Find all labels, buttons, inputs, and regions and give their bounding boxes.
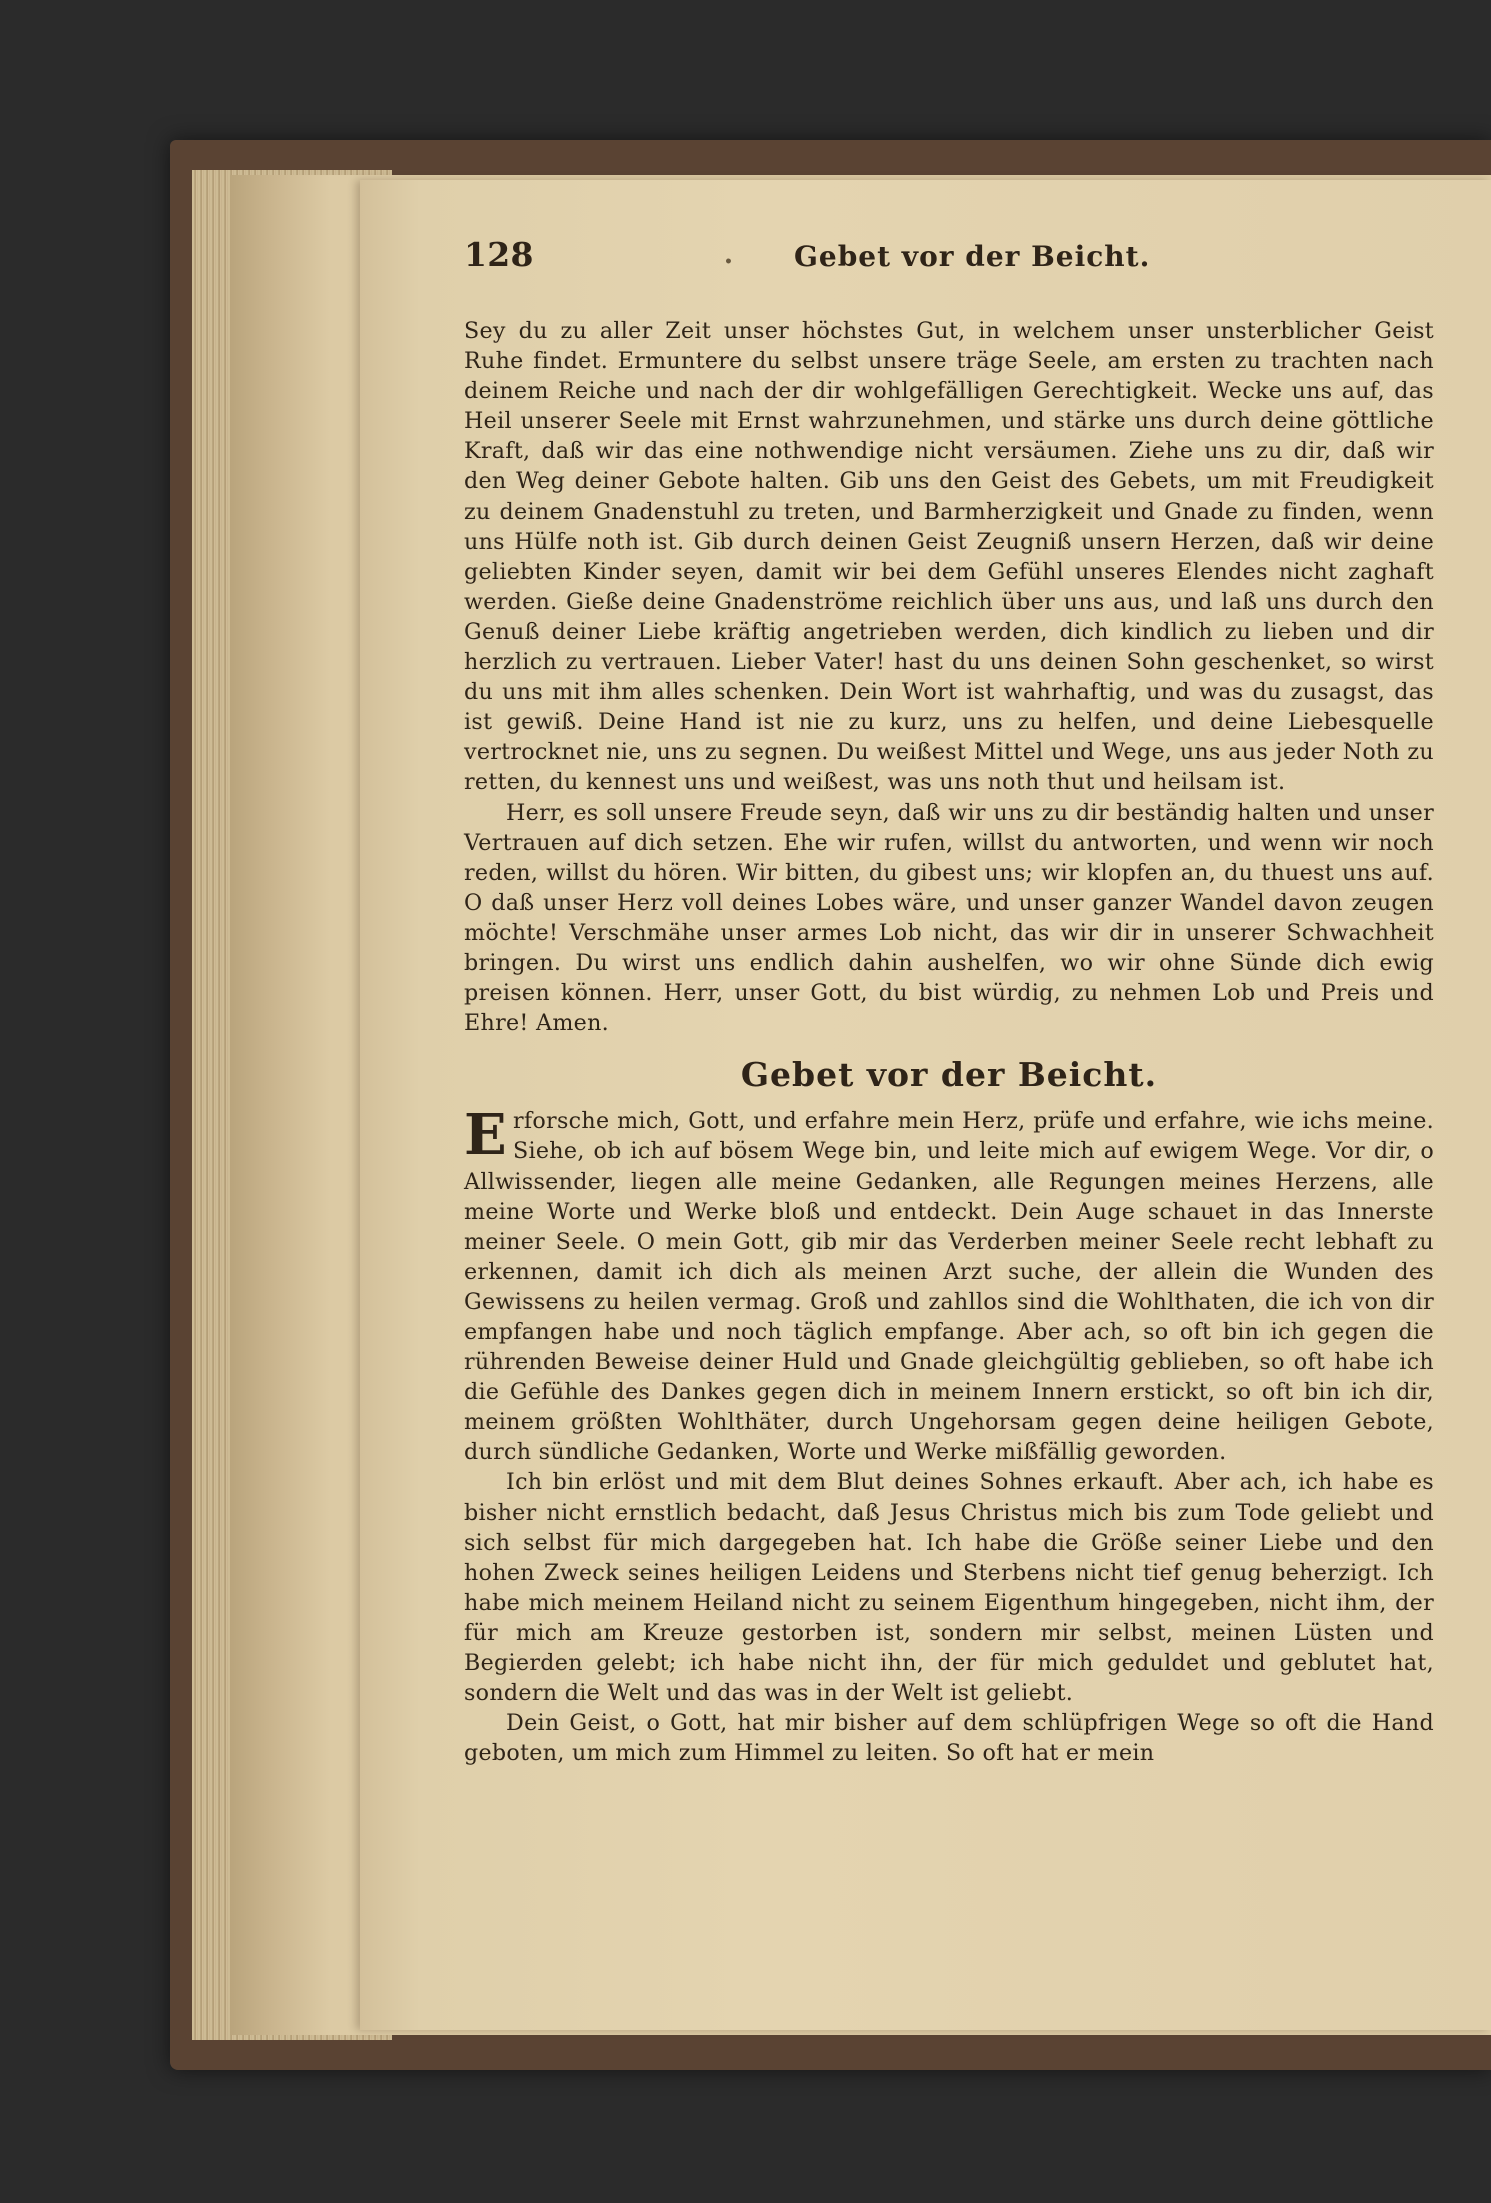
section-heading: Gebet vor der Beicht. bbox=[740, 1055, 1158, 1095]
page-content bbox=[464, 235, 1434, 1768]
drop-cap: E bbox=[464, 1102, 507, 1169]
paragraph-3 bbox=[464, 1102, 1434, 1467]
paragraph-1: Sey du zu aller Zeit unser höchstes Gut, in welchem unser unsterblicher Geist Ruhe findet. Ermuntere du selbst unsere träge Seele, am ersten zu trachten nach deinem Reiche und nach der dir wohlgefälligen Gerechtigkeit. Wecke uns auf, das Heil unserer Seele mit Ernst wahrzunehmen, und stärke uns durch deine göttliche Kraft, daß wir das eine nothwendige nicht versäumen. Ziehe uns zu dir, daß wir den Weg deiner Gebote halten. Gib uns den Geist des Gebets, um mit Freudigkeit zu deinem Gnadenstuhl zu treten, und Barmherzigkeit und Gnade zu finden, wenn uns Hülfe noth ist. Gib durch deinen Geist Zeugniß unsern Herzen, daß wir deine geliebten Kinder seyen, damit wir bei dem Gefühl unseres Elendes nicht zaghaft werden. Gieße deine Gnadenströme reichlich über uns aus, und laß uns durch den Genuß deiner Liebe kräftig angetrieben werden, dich kindlich zu lieben und dir herzlich zu vertrauen. Lieber Vater! hast du uns deinen Sohn geschenket, so wirst du uns mit ihm alles schenken. Dein Wort ist wahrhaftig, und was du zusagst, das ist gewiß. Deine Hand ist nie zu kurz, uns zu helfen, und deine Liebesquelle vertrocknet nie, uns zu segnen. Du weißest Mittel und Wege, uns aus jeder Noth zu retten, du kennest uns und weißest, was uns noth thut und heilsam ist. bbox=[464, 318, 1434, 796]
running-title: Gebet vor der Beicht. bbox=[794, 240, 1151, 273]
paragraph-2: Herr, es soll unsere Freude seyn, daß wir uns zu dir beständig halten und unser Vertrauen auf dich setzen. Ehe wir rufen, willst du antworten, und wenn wir noch reden, willst du hören. Wir bitten, du gibest uns; wir klopfen an, du thuest uns auf. O daß unser Herz voll deines Lobes wäre, und unser ganzer Wandel davon zeugen möchte! Verschmähe unser armes Lob nicht, das wir dir in unserer Schwachheit bringen. Du wirst uns endlich dahin aushelfen, wo wir ohne Sünde dich ewig preisen können. Herr, unser Gott, du bist würdig, zu nehmen Lob und Preis und Ehre! Amen. bbox=[464, 799, 1434, 1037]
running-head bbox=[464, 235, 1434, 298]
header-mark: • bbox=[724, 254, 734, 270]
book-page bbox=[360, 180, 1491, 2030]
paragraph-3-text: rforsche mich, Gott, und erfahre mein Herz, prüfe und erfahre, wie ichs meine. Siehe, ob ich auf bösem Wege bin, und leite mich auf ewigem Wege. Vor dir, o Allwissender, liegen alle meine Gedanken, alle Regungen meines Herzens, alle meine Worte und Werke bloß und entdeckt. Dein Auge schauet in das Innerste meiner Seele. O mein Gott, gib mir das Verderben meiner Seele recht lebhaft zu erkennen, damit ich dich als meinen Arzt suche, der allein die Wunden des Gewissens zu heilen vermag. Groß und zahllos sind die Wohlthaten, die ich von dir empfangen habe und noch täglich empfange. Aber ach, so oft bin ich gegen die rührenden Beweise deiner Huld und Gnade gleichgültig geblieben, so oft habe ich die Gefühle des Dankes gegen dich in meinem Innern erstickt, so oft bin ich dir, meinem größten Wohlthäter, durch Ungehorsam gegen deine heiligen Gebote, durch sündliche Gedanken, Worte und Werke mißfällig geworden. bbox=[464, 1108, 1434, 1466]
paragraph-4: Ich bin erlöst und mit dem Blut deines Sohnes erkauft. Aber ach, ich habe es bisher nicht ernstlich bedacht, daß Jesus Christus mich bis zum Tode geliebt und sich selbst für mich dargegeben hat. Ich habe die Größe seiner Liebe und den hohen Zweck seines heiligen Leidens und Sterbens nicht tief genug beherzigt. Ich habe mich meinem Heiland nicht zu seinem Eigenthum hingegeben, nicht ihm, der für mich am Kreuze gestorben ist, sondern mir selbst, meinen Lüsten und Begierden gelebt; ich habe nicht ihn, der für mich geduldet und geblutet hat, sondern die Welt und das was in der Welt ist geliebt. bbox=[464, 1469, 1434, 1707]
page-number: 128 bbox=[464, 235, 534, 274]
paragraph-5: Dein Geist, o Gott, hat mir bisher auf dem schlüpfrigen Wege so oft die Hand geboten, um mich zum Himmel zu leiten. So oft hat er mein bbox=[464, 1710, 1434, 1767]
